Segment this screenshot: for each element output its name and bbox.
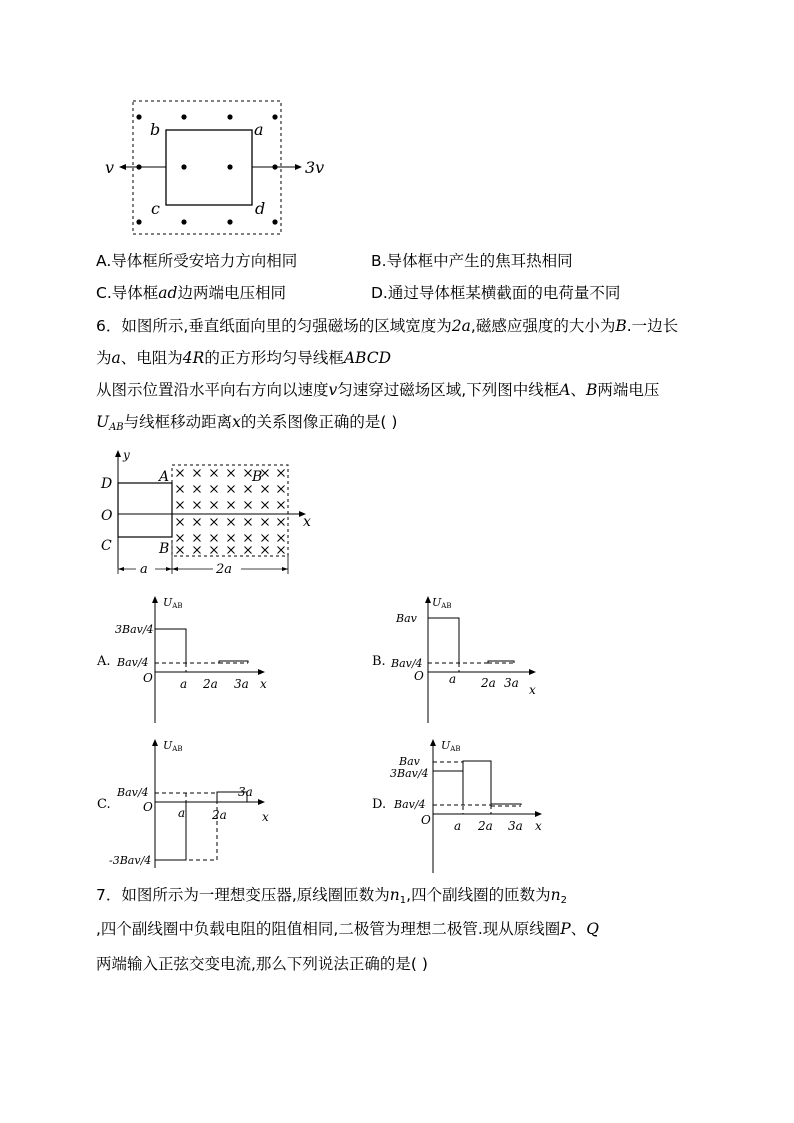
graph-d-x2: 2a	[478, 819, 493, 833]
field-cross	[278, 547, 285, 554]
graph-a-ylabel: UAB	[163, 596, 183, 610]
field-cross	[194, 470, 201, 477]
field-cross	[177, 519, 184, 526]
field-cross	[228, 519, 235, 526]
graph-c-y1: Bav/4	[117, 786, 149, 799]
graph-b-y1: Bav	[396, 612, 417, 625]
graph-d-origin: O	[421, 813, 431, 827]
field-cross	[211, 519, 218, 526]
graph-a-x3: 3a	[234, 677, 249, 691]
field-cross	[177, 547, 184, 554]
graph-c-letter: C.	[97, 797, 111, 812]
field-cross	[177, 535, 184, 542]
q5-option-d: D.通过导体框某横截面的电荷量不同	[371, 284, 621, 302]
field-cross	[245, 486, 252, 493]
graph-b-x: x	[529, 683, 536, 697]
q6-line-3: 从图示位置沿水平向右方向以速度v匀速穿过磁场区域,下列图中线框A、B两端电压	[96, 381, 660, 399]
q6-line-1: 6．如图所示,垂直纸面向里的匀强磁场的区域宽度为2a,磁感应强度的大小为B.一边长	[96, 317, 679, 335]
graph-c-origin: O	[143, 800, 153, 814]
q5-option-c: C.导体框ad边两端电压相同	[96, 284, 286, 302]
field-cross	[278, 486, 285, 493]
label-v: v	[105, 158, 115, 177]
field-cross	[194, 519, 201, 526]
frame-velocity-figure	[95, 95, 335, 240]
field-cross	[211, 502, 218, 509]
graph-c	[95, 735, 295, 870]
field-cross	[228, 486, 235, 493]
field-cross	[177, 470, 184, 477]
field-cross	[262, 486, 269, 493]
graph-a-y1: 3Bav/4	[115, 623, 154, 636]
graph-d-y1: 3Bav/4	[390, 767, 429, 780]
field-cross	[262, 519, 269, 526]
label-3v: 3v	[305, 158, 325, 177]
field-cross	[278, 470, 285, 477]
graph-d-x: x	[535, 819, 542, 833]
q5-option-b: B.导体框中产生的焦耳热相同	[371, 252, 573, 270]
field-cross	[262, 502, 269, 509]
field-cross	[228, 535, 235, 542]
vertex-D: D	[101, 476, 113, 492]
graph-b-ylabel: UAB	[432, 596, 452, 610]
graph-b-x2: 2a	[481, 676, 496, 690]
field-cross	[194, 486, 201, 493]
label-c: c	[151, 199, 160, 218]
q5-option-a: A.导体框所受安培力方向相同	[96, 252, 298, 270]
q6-line-2: 为a、电阻为4R的正方形均匀导线框ABCD	[96, 349, 392, 367]
field-cross	[245, 519, 252, 526]
q7-line-1: 7．如图所示为一理想变压器,原线圈匝数为$n_1$,四个副线圈的匝数为$n_2$	[96, 886, 567, 906]
field-cross	[194, 502, 201, 509]
vertex-A: A	[159, 469, 170, 485]
graph-d-ylabel: UAB	[441, 739, 461, 753]
field-cross	[245, 547, 252, 554]
graph-c-x: x	[262, 810, 269, 824]
graph-b-x1: a	[449, 672, 457, 686]
q6-loop-field-figure	[95, 446, 325, 578]
vertex-B: B	[159, 541, 170, 557]
field-cross	[245, 470, 252, 477]
graph-d-letter: D.	[372, 797, 387, 812]
axis-y-label: y	[123, 448, 130, 462]
field-label-B: B	[252, 469, 263, 485]
graph-a-origin: O	[143, 671, 153, 685]
label-a: a	[254, 120, 264, 139]
graph-a	[95, 590, 295, 725]
q7-line-3: 两端输入正弦交变电流,那么下列说法正确的是( )	[96, 955, 428, 973]
field-cross	[278, 535, 285, 542]
field-cross	[262, 470, 269, 477]
q6-line-4: $U_{AB}$与线框移动距离x的关系图像正确的是( )	[96, 413, 398, 433]
graph-c-x2: 2a	[212, 808, 227, 822]
graph-d-x3: 3a	[508, 819, 523, 833]
field-cross	[211, 470, 218, 477]
label-d: d	[255, 199, 266, 218]
graph-b-letter: B.	[372, 654, 386, 669]
graph-c-y2: -3Bav/4	[109, 854, 152, 867]
dim-a: a	[140, 562, 148, 577]
graph-c-ylabel: UAB	[163, 739, 183, 753]
field-cross	[262, 535, 269, 542]
dim-2a: 2a	[216, 562, 233, 577]
field-cross	[177, 502, 184, 509]
graph-a-x: x	[260, 677, 267, 691]
graph-b-x3: 3a	[504, 676, 519, 690]
q7-line-2: ,四个副线圈中负载电阻的阻值相同,二极管为理想二极管.现从原线圈P、Q	[96, 920, 599, 938]
graph-c-x1: a	[178, 806, 186, 820]
axis-x-label: x	[303, 514, 311, 530]
field-cross	[262, 547, 269, 554]
graph-d	[370, 735, 555, 875]
field-cross	[194, 547, 201, 554]
graph-c-x3: 3a	[238, 785, 253, 799]
graph-a-letter: A.	[97, 654, 111, 669]
field-cross	[278, 502, 285, 509]
graph-b-origin: O	[414, 669, 424, 683]
field-cross	[245, 535, 252, 542]
field-cross	[228, 502, 235, 509]
graph-a-x2: 2a	[203, 677, 218, 691]
vertex-C: C	[101, 538, 112, 554]
graph-a-y2: Bav/4	[117, 656, 149, 669]
field-cross	[228, 470, 235, 477]
graph-d-y0: Bav	[399, 755, 420, 768]
graph-d-x1: a	[454, 819, 462, 833]
field-cross	[211, 547, 218, 554]
field-cross	[211, 486, 218, 493]
graph-b-y2: Bav/4	[391, 657, 423, 670]
field-cross	[278, 519, 285, 526]
graph-b	[370, 590, 550, 725]
field-cross	[211, 535, 218, 542]
field-cross	[194, 535, 201, 542]
label-b: b	[150, 120, 161, 139]
graph-a-x1: a	[180, 677, 188, 691]
graph-d-y2: Bav/4	[394, 798, 426, 811]
field-cross	[177, 486, 184, 493]
field-cross	[228, 547, 235, 554]
field-cross	[245, 502, 252, 509]
origin-O: O	[101, 508, 113, 524]
